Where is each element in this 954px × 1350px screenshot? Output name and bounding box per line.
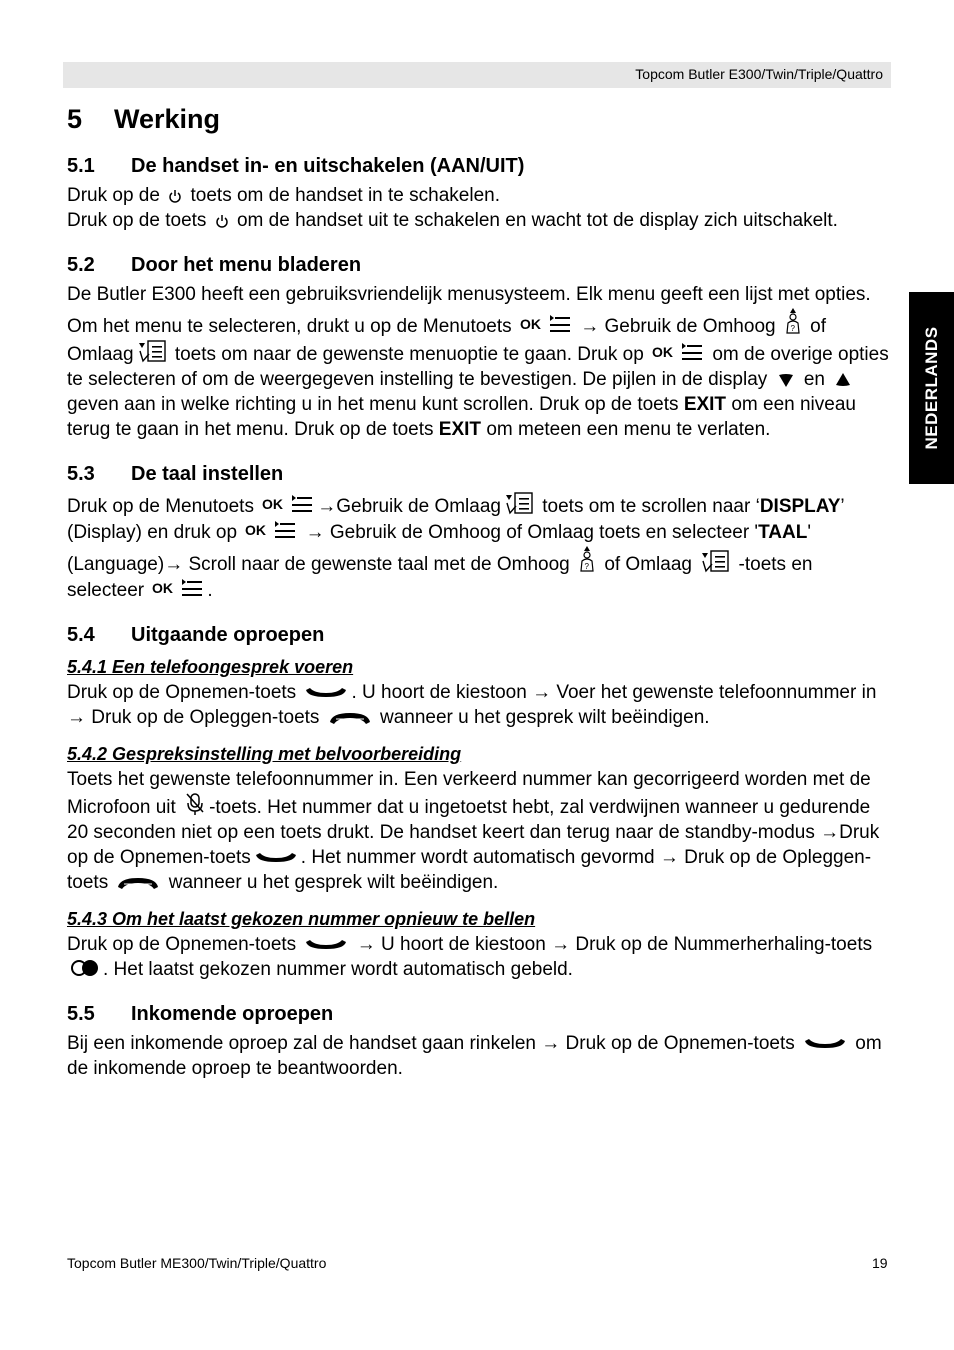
subsection-5-4-1 bbox=[67, 657, 891, 730]
scroll-up-arrow-icon bbox=[833, 372, 853, 388]
section-5-5 bbox=[67, 1003, 891, 1081]
ok-menu-icon bbox=[652, 341, 704, 363]
subsection-title: 5.4.3 Om het laatst gekozen nummer opnieuw te bellen bbox=[67, 909, 536, 929]
ok-menu-icon bbox=[520, 313, 572, 335]
footer-title: Topcom Butler ME300/Twin/Triple/Quattro bbox=[67, 1255, 327, 1271]
mic-mute-icon bbox=[184, 792, 206, 816]
svg-text:OK: OK bbox=[152, 580, 174, 596]
text: . Het nummer wordt automatisch gevormd → Druk op de Opleggen-toets bbox=[67, 847, 872, 893]
ok-menu-icon bbox=[245, 519, 297, 541]
page-number: 19 bbox=[872, 1255, 888, 1271]
down-key-icon bbox=[504, 491, 534, 515]
paragraph bbox=[67, 183, 891, 233]
text: Druk op de toets bbox=[67, 210, 207, 231]
exit-key-label: EXIT bbox=[438, 419, 482, 440]
text: toets om de handset in te schakelen. bbox=[190, 185, 500, 206]
svg-text:OK: OK bbox=[519, 316, 541, 332]
text: . U hoort de kiestoon → Voer het gewenste telefoonnummer in → Druk op de Opleggen-toets bbox=[67, 682, 877, 728]
section-5-3 bbox=[67, 463, 891, 603]
text: → Gebruik de Omhoog bbox=[580, 316, 776, 337]
text: Toets het gewenste telefoonnummer in. Een verkeerd nummer kan gecorrigeerd worden met de Microfoon uit bbox=[67, 769, 871, 818]
text: ’ (Display) en druk op bbox=[67, 496, 844, 543]
text: Druk op de Menutoets bbox=[67, 496, 254, 517]
text: De Butler E300 heeft een gebruiksvriendelijk menusysteem. Elk menu geeft een lijst met opties. Om het menu te selecteren, drukt u op de Menutoets bbox=[67, 284, 871, 337]
paragraph bbox=[67, 932, 891, 982]
text: . Het laatst gekozen nummer wordt automatisch gebeld. bbox=[103, 959, 573, 980]
section-number: 5.3 bbox=[67, 463, 95, 485]
text: → U hoort de kiestoon → Druk op de Nummerherhaling-toets bbox=[356, 934, 873, 955]
text: om de overige opties te selecteren of om de weergegeven instelling te bevestigen. De pijlen in de display bbox=[67, 344, 889, 390]
text: om een niveau terug te gaan in het menu. Druk op de toets bbox=[67, 394, 856, 440]
header-bar bbox=[63, 62, 891, 88]
subsection-title: 5.4.1 Een telefoongesprek voeren bbox=[67, 657, 354, 677]
section-number: 5.2 bbox=[67, 254, 95, 276]
header-title: Topcom Butler E300/Twin/Triple/Quattro bbox=[635, 66, 883, 82]
paragraph bbox=[67, 680, 891, 730]
language-side-tab bbox=[909, 292, 954, 484]
subsection-title: 5.4.2 Gespreksinstelling met belvoorbereiding bbox=[67, 744, 462, 764]
text: →Gebruik de Omlaag bbox=[317, 496, 501, 517]
text: Druk op de Opnemen-toets bbox=[67, 934, 297, 955]
phone-pickup-icon bbox=[304, 937, 348, 953]
svg-text:OK: OK bbox=[262, 496, 284, 512]
ok-menu-icon bbox=[262, 493, 314, 515]
up-key-icon bbox=[784, 307, 802, 335]
svg-text:?: ? bbox=[584, 562, 589, 571]
section-heading bbox=[67, 1003, 891, 1026]
text: of Omlaag bbox=[67, 316, 826, 365]
chapter-number: 5 bbox=[67, 104, 83, 134]
text: → Gebruik de Omhoog of Omlaag toets en selecteer ' bbox=[305, 522, 759, 543]
text: Druk op de bbox=[67, 185, 160, 206]
section-number: 5.4 bbox=[67, 624, 95, 646]
phone-pickup-icon bbox=[254, 850, 298, 866]
power-icon bbox=[168, 188, 182, 204]
section-title: Uitgaande oproepen bbox=[131, 624, 325, 646]
scroll-down-arrow-icon bbox=[776, 372, 796, 388]
paragraph bbox=[67, 491, 891, 603]
subsection-5-4-3 bbox=[67, 909, 891, 982]
down-key-icon bbox=[700, 549, 730, 573]
section-title: De taal instellen bbox=[131, 463, 284, 485]
text: Bij een inkomende oproep zal de handset gaan rinkelen → Druk op de Opnemen-toets bbox=[67, 1033, 795, 1054]
text: . bbox=[207, 580, 213, 601]
chapter-heading bbox=[67, 104, 891, 135]
text: ' (Language)→ Scroll naar de gewenste taal met de Omhoog bbox=[67, 522, 811, 575]
text: -toets en selecteer bbox=[67, 554, 813, 601]
phone-hangup-icon bbox=[116, 875, 160, 891]
text: -toets. Het nummer dat u ingetoetst hebt, zal verdwijnen wanneer u gedurende 20 seconden niet op een toets drukt. De handset keert dan terug naar de standby-modus →Druk op de Opnemen-toets bbox=[67, 797, 880, 868]
paragraph bbox=[67, 282, 891, 442]
text: om de inkomende oproep te beantwoorden. bbox=[67, 1033, 882, 1079]
svg-text:OK: OK bbox=[652, 344, 674, 360]
down-key-icon bbox=[137, 339, 167, 363]
side-tab-label: NEDERLANDS bbox=[921, 326, 941, 450]
section-number: 5.1 bbox=[67, 155, 95, 177]
text: of Omlaag bbox=[604, 554, 692, 575]
chapter-title: Werking bbox=[114, 104, 221, 134]
text: Druk op de Opnemen-toets bbox=[67, 682, 297, 703]
svg-text:OK: OK bbox=[245, 522, 267, 538]
exit-key-label: EXIT bbox=[683, 394, 727, 415]
text: om meteen een menu te verlaten. bbox=[486, 419, 771, 440]
menu-option-label: DISPLAY bbox=[759, 496, 841, 517]
section-title: Door het menu bladeren bbox=[131, 254, 362, 276]
text: om de handset uit te schakelen en wacht tot de display zich uitschakelt. bbox=[236, 210, 838, 231]
svg-text:?: ? bbox=[790, 324, 795, 333]
paragraph bbox=[67, 767, 891, 895]
text: toets om naar de gewenste menuoptie te gaan. Druk op bbox=[174, 344, 644, 365]
text: wanneer u het gesprek wilt beëindigen. bbox=[168, 872, 499, 893]
menu-option-label: TAAL bbox=[758, 522, 808, 543]
section-heading bbox=[67, 463, 891, 486]
subsection-5-4-2 bbox=[67, 744, 891, 895]
phone-pickup-icon bbox=[803, 1036, 847, 1052]
section-number: 5.5 bbox=[67, 1003, 95, 1025]
phone-hangup-icon bbox=[328, 710, 372, 726]
section-title: Inkomende oproepen bbox=[131, 1003, 334, 1025]
text: wanneer u het gesprek wilt beëindigen. bbox=[379, 707, 710, 728]
section-title: De handset in- en uitschakelen (AAN/UIT) bbox=[131, 155, 525, 177]
paragraph bbox=[67, 1031, 891, 1081]
phone-pickup-icon bbox=[304, 685, 348, 701]
text: toets om te scrollen naar ‘ bbox=[542, 496, 760, 517]
page-content bbox=[67, 100, 891, 1102]
text: en bbox=[803, 369, 825, 390]
section-5-1 bbox=[67, 155, 891, 233]
power-icon bbox=[215, 213, 229, 229]
section-heading bbox=[67, 155, 891, 178]
text: geven aan in welke richting u in het menu kunt scrollen. Druk op de toets bbox=[67, 394, 679, 415]
section-5-2 bbox=[67, 254, 891, 442]
ok-menu-icon bbox=[152, 577, 204, 599]
section-5-4 bbox=[67, 624, 891, 982]
up-key-icon bbox=[578, 545, 596, 573]
section-heading bbox=[67, 254, 891, 277]
section-heading bbox=[67, 624, 891, 647]
redial-icon bbox=[70, 958, 100, 978]
